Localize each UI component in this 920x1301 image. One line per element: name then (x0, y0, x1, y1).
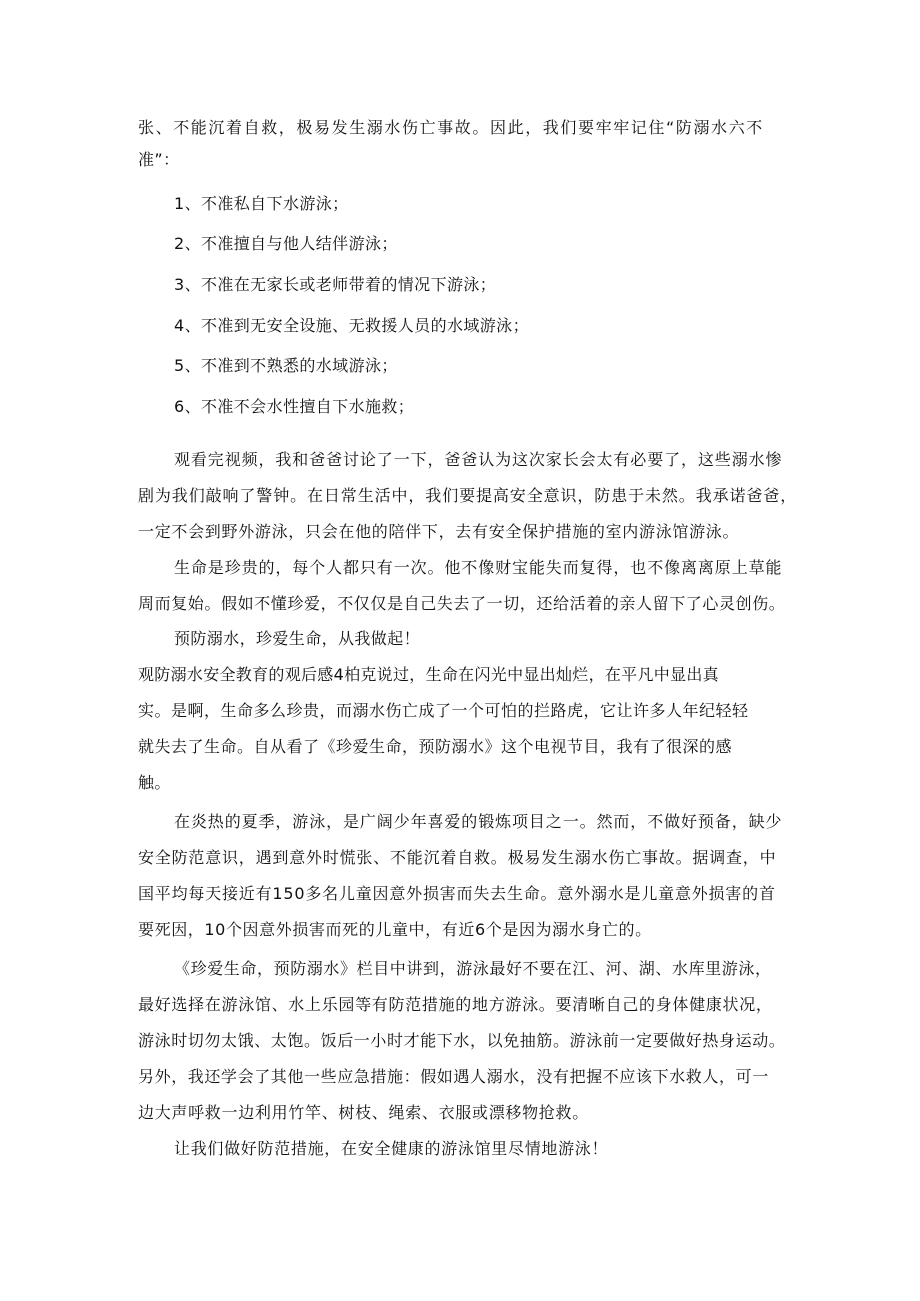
text-line: 《珍爱生命，预防溺水》栏目中讲到，游泳最好不要在江、河、湖、水库里游泳， (174, 959, 772, 978)
text-line: 另外，我还学会了其他一些应急措施：假如遇人溺水，没有把握不应该下水救人，可一 (138, 1067, 769, 1086)
text-line: 要死因，10个因意外损害而死的儿童中，有近6个是因为溺水身亡的。 (138, 920, 652, 939)
text-line: 就失去了生命。自从看了《珍爱生命，预防溺水》这个电视节目，我有了很深的感 (138, 737, 733, 756)
text-line: 观防溺水安全教育的观后感4柏克说过，生命在闪光中显出灿烂，在平凡中显出真 (138, 665, 719, 684)
text-line: 在炎热的夏季，游泳，是广阔少年喜爱的锻炼项目之一。然而，不做好预备，缺少 (174, 812, 783, 831)
text-line: 张、不能沉着自救，极易发生溺水伤亡事故。因此，我们要牢牢记住“防溺水六不 (138, 118, 764, 137)
rule-item: 4、不准到无安全设施、无救援人员的水域游泳； (174, 316, 529, 335)
text-line: 让我们做好防范措施，在安全健康的游泳馆里尽情地游泳！ (174, 1139, 609, 1158)
text-line: 国平均每天接近有150多名儿童因意外损害而失去生命。意外溺水是儿童意外损害的首 (138, 884, 776, 903)
rule-item: 6、不准不会水性擅自下水施救； (174, 397, 415, 416)
text-line: 最好选择在游泳馆、水上乐园等有防范措施的地方游泳。要清晰自己的身体健康状况， (138, 995, 773, 1014)
text-line: 周而复始。假如不懂珍爱，不仅仅是自己失去了一切，还给活着的亲人留下了心灵创伤。 (138, 594, 786, 613)
text-line: 生命是珍贵的，每个人都只有一次。他不像财宝能失而复得，也不像离离原上草能 (174, 558, 783, 577)
text-line: 剧为我们敲响了警钟。在日常生活中，我们要提高安全意识，防患于未然。我承诺爸爸， (138, 486, 798, 505)
text-line: 游泳时切勿太饿、太饱。饭后一小时才能下水，以免抽筋。游泳前一定要做好热身运动。 (138, 1031, 786, 1050)
rule-item: 3、不准在无家长或老师带着的情况下游泳； (174, 275, 497, 294)
rule-item: 1、不准私自下水游泳； (174, 194, 349, 213)
text-line: 观看完视频，我和爸爸讨论了一下，爸爸认为这次家长会太有必要了，这些溺水惨 (174, 450, 783, 469)
text-line: 安全防范意识，遇到意外时慌张、不能沉着自救。极易发生溺水伤亡事故。据调查，中 (138, 848, 777, 867)
text-line: 边大声呼救一边利用竹竿、树枝、绳索、衣服或漂移物抢救。 (138, 1103, 589, 1122)
text-line: 准”： (138, 150, 180, 169)
text-line: 实。是啊，生命多么珍贵，而溺水伤亡成了一个可怕的拦路虎，它让许多人年纪轻轻 (138, 701, 749, 720)
text-line: 触。 (138, 773, 171, 792)
text-line: 一定不会到野外游泳，只会在他的陪伴下，去有安全保护措施的室内游泳馆游泳。 (138, 522, 740, 541)
rule-item: 2、不准擅自与他人结伴游泳； (174, 234, 398, 253)
rule-item: 5、不准到不熟悉的水域游泳； (174, 356, 398, 375)
text-line: 预防溺水，珍爱生命，从我做起！ (174, 629, 421, 648)
